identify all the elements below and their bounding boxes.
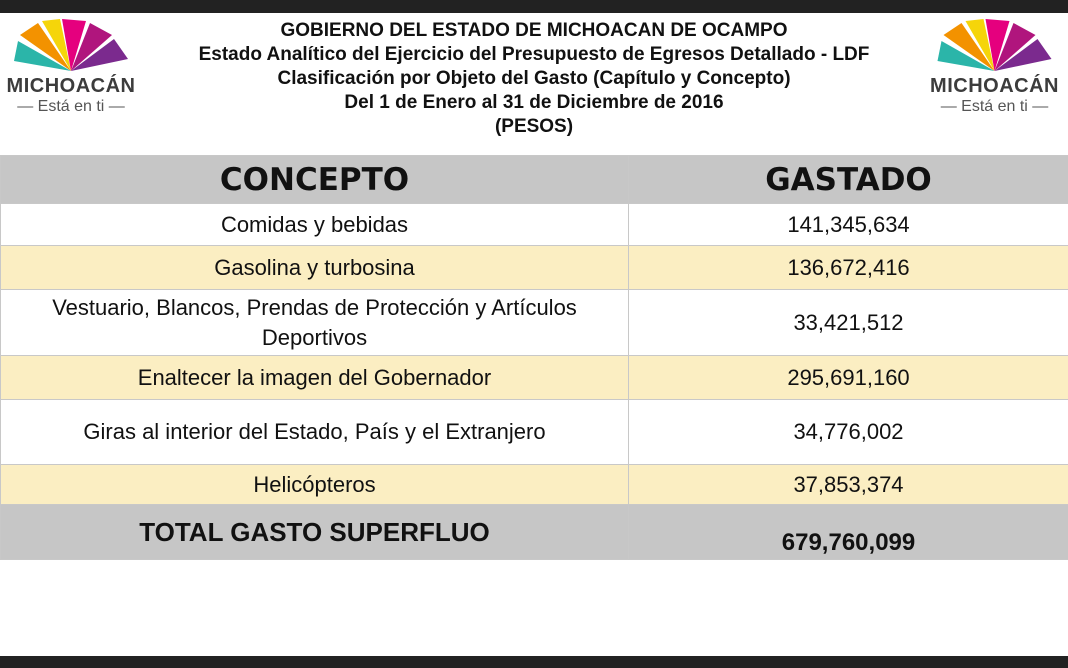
concepto-cell: Comidas y bebidas bbox=[1, 204, 629, 246]
bottom-border bbox=[0, 656, 1068, 668]
gastado-cell: 33,421,512 bbox=[629, 290, 1068, 356]
gastado-cell: 34,776,002 bbox=[629, 400, 1068, 465]
table-row bbox=[1, 400, 1068, 465]
gastado-cell: 295,691,160 bbox=[629, 356, 1068, 400]
report-subtitle: Estado Analítico del Ejercicio del Presupuesto de Egresos Detallado - LDF bbox=[198, 44, 870, 65]
report-header bbox=[0, 13, 1068, 155]
logo-tagline: — Está en ti — bbox=[940, 98, 1049, 115]
logo-wordmark: MICHOACÁN bbox=[930, 75, 1059, 97]
gastado-cell: 141,345,634 bbox=[629, 204, 1068, 246]
table-row bbox=[1, 290, 1068, 356]
top-border bbox=[0, 0, 1068, 13]
concepto-cell: Helicópteros bbox=[1, 465, 629, 505]
total-label: TOTAL GASTO SUPERFLUO bbox=[1, 505, 629, 560]
logo-tagline: — Está en ti — bbox=[17, 98, 125, 115]
concepto-cell: Giras al interior del Estado, País y el Extranjero bbox=[1, 400, 629, 465]
concepto-cell: Gasolina y turbosina bbox=[1, 246, 629, 290]
michoacan-logo-right bbox=[921, 17, 1068, 117]
table-row bbox=[1, 356, 1068, 400]
table-header-row bbox=[1, 156, 1068, 204]
expense-table bbox=[0, 155, 1068, 560]
table-row bbox=[1, 204, 1068, 246]
concepto-cell: Enaltecer la imagen del Gobernador bbox=[1, 356, 629, 400]
concepto-text: Vestuario, Blancos, Prendas de Protección y Artículos Deportivos bbox=[52, 294, 577, 350]
gastado-cell: 37,853,374 bbox=[629, 465, 1068, 505]
logo-wordmark: MICHOACÁN bbox=[6, 75, 136, 97]
michoacan-logo-left bbox=[0, 17, 150, 117]
table-row bbox=[1, 465, 1068, 505]
report-period: Del 1 de Enero al 31 de Diciembre de 2016 bbox=[344, 92, 724, 113]
column-header-concepto: CONCEPTO bbox=[1, 156, 629, 204]
column-header-gastado: GASTADO bbox=[629, 156, 1068, 204]
total-value: 679,760,099 bbox=[629, 505, 1068, 560]
michoacan-logo-mark bbox=[921, 17, 1068, 75]
report-currency: (PESOS) bbox=[494, 116, 574, 137]
report-title: GOBIERNO DEL ESTADO DE MICHOACAN DE OCAMPO bbox=[280, 20, 788, 41]
report-classification: Clasificación por Objeto del Gasto (Capítulo y Concepto) bbox=[277, 68, 791, 89]
concepto-cell bbox=[1, 290, 629, 356]
michoacan-logo-mark bbox=[0, 17, 142, 75]
gastado-cell: 136,672,416 bbox=[629, 246, 1068, 290]
report-title-block bbox=[160, 19, 908, 139]
table-row bbox=[1, 246, 1068, 290]
table-total-row bbox=[1, 505, 1068, 560]
